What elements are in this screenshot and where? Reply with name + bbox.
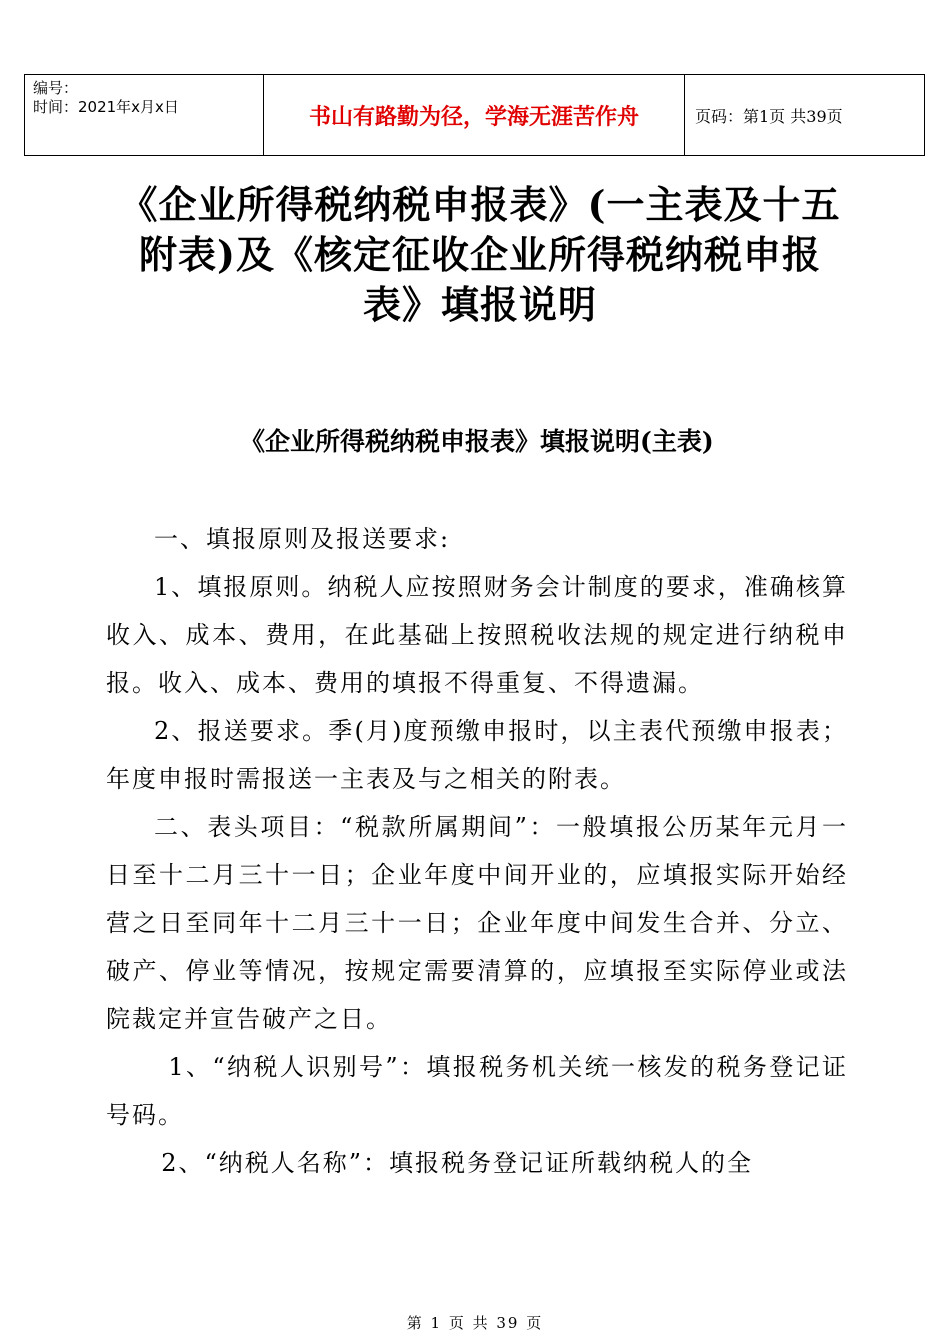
header-meta-cell xyxy=(25,75,264,156)
document-title xyxy=(100,180,860,330)
header-table xyxy=(24,74,925,156)
motto-text: 书山有路勤为径，学海无涯苦作舟 xyxy=(308,103,639,130)
paragraph: 一、填报原则及报送要求: xyxy=(154,525,451,553)
page-footer: 第 1 页 共 39 页 xyxy=(406,1314,544,1332)
body-text xyxy=(106,515,848,1187)
title-line-2: 附表)及《核定征收企业所得税纳税申报 xyxy=(139,232,821,277)
serial-label: 编号： xyxy=(33,79,79,97)
paragraph: 1、“纳税人识别号”：填报税务机关统一核发的税务登记证号码。 xyxy=(106,1053,848,1129)
title-line-1: 《企业所得税纳税申报表》(一主表及十五 xyxy=(119,182,841,227)
page-info-text: 页码：第1页 共39页 xyxy=(695,106,843,126)
paragraph: 2、“纳税人名称”：填报税务登记证所载纳税人的全 xyxy=(161,1149,753,1177)
paragraph: 二、表头项目：“税款所属期间”：一般填报公历某年元月一日至十二月三十一日；企业年度中间开业的，应填报实际开始经营之日至同年十二月三十一日；企业年度中间发生合并、分立、破产、停业等情况，按规定需要清算的，应填报至实际停业或法院裁定并宣告破产之日。 xyxy=(106,813,848,1033)
page-info-cell xyxy=(685,75,925,156)
motto-cell xyxy=(264,75,685,156)
time-label: 时间：2021年x月x日 xyxy=(33,98,179,116)
paragraph: 2、报送要求。季(月)度预缴申报时，以主表代预缴申报表；年度申报时需报送一主表及与之相关的附表。 xyxy=(106,717,848,793)
paragraph: 1、填报原则。纳税人应按照财务会计制度的要求，准确核算收入、成本、费用，在此基础上按照税收法规的规定进行纳税申报。收入、成本、费用的填报不得重复、不得遗漏。 xyxy=(106,573,848,697)
title-line-3: 表》填报说明 xyxy=(362,282,597,327)
section-subtitle: 《企业所得税纳税申报表》填报说明(主表) xyxy=(240,427,714,456)
